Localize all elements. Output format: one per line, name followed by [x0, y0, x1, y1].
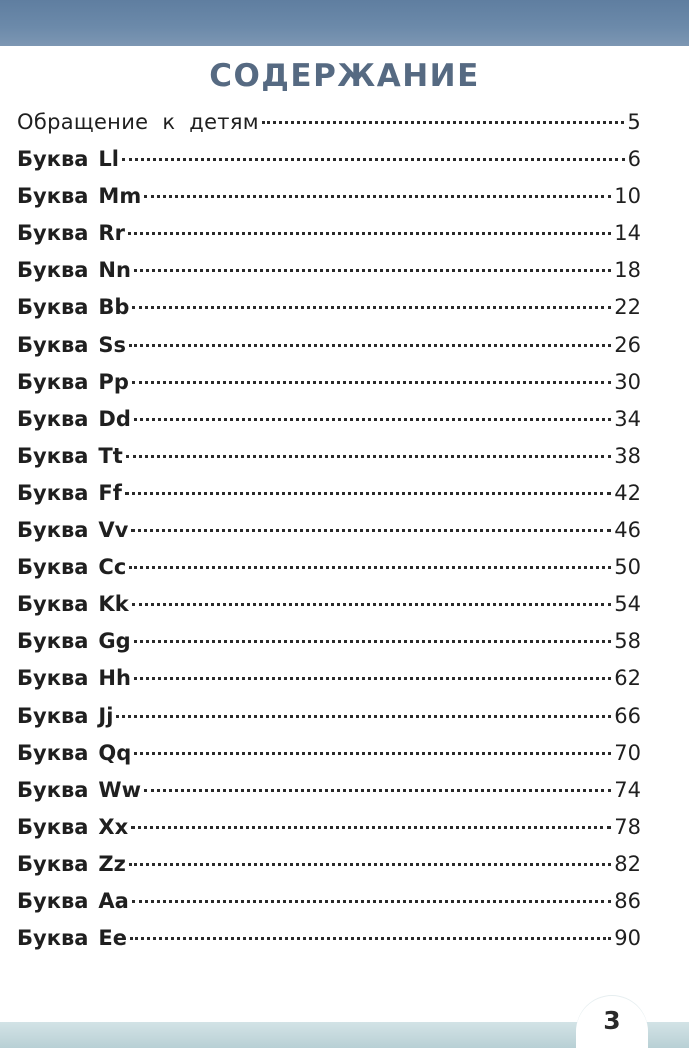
toc-entry-word: Буква	[17, 369, 89, 394]
toc-entry-word: Буква	[17, 443, 89, 468]
toc-entry-page: 78	[614, 814, 641, 839]
toc-entry-word: Буква	[17, 592, 89, 617]
toc-entry-label	[17, 512, 128, 549]
toc-entry-word: Буква	[17, 629, 89, 654]
dot-leader	[134, 269, 611, 272]
toc-entry-word: Буква	[17, 258, 89, 283]
toc-entry	[17, 141, 641, 178]
toc-entry-label	[17, 475, 122, 512]
toc-entry-letters: Ll	[98, 147, 120, 172]
toc-entry-page: 66	[614, 703, 641, 728]
toc-entry-page: 6	[627, 147, 641, 172]
toc-entry-word: Буква	[17, 666, 89, 691]
dot-leader	[116, 715, 611, 718]
toc-entry-label	[17, 846, 126, 883]
toc-entry	[17, 178, 641, 215]
toc-entry-page: 34	[614, 406, 641, 431]
dot-leader	[134, 418, 611, 421]
toc-entry-intro	[17, 104, 641, 141]
page-title: СОДЕРЖАНИЕ	[209, 58, 480, 94]
toc-entry-word: Буква	[17, 480, 89, 505]
toc-entry-word: Буква	[17, 851, 89, 876]
dot-leader	[129, 863, 611, 866]
toc-entry-letters: Kk	[98, 592, 129, 617]
toc-entry-letters: Zz	[98, 851, 126, 876]
toc-entry-word: Буква	[17, 147, 89, 172]
toc-entry-label	[17, 623, 131, 660]
toc-entry-letters: Xx	[98, 814, 129, 839]
toc-entry	[17, 215, 641, 252]
dot-leader	[134, 677, 611, 680]
dot-leader	[134, 752, 611, 755]
dot-leader	[129, 344, 611, 347]
toc-entry-label: Обращение к детям	[17, 110, 259, 134]
toc-entry-label	[17, 438, 123, 475]
toc-entry-word: Буква	[17, 888, 89, 913]
toc-entry-word: Буква	[17, 221, 89, 246]
toc-entry-word: Буква	[17, 814, 89, 839]
toc-entry-letters: Dd	[98, 406, 131, 431]
toc-entry-letters: Ee	[98, 926, 128, 951]
toc-entry-page: 86	[614, 888, 641, 913]
toc-entry	[17, 438, 641, 475]
top-color-band	[0, 0, 689, 46]
toc-entry	[17, 623, 641, 660]
toc-entry-letters: Tt	[98, 443, 123, 468]
toc-entry-letters: Gg	[98, 629, 131, 654]
toc-entry-label	[17, 252, 131, 289]
page-number: 3	[603, 1006, 621, 1035]
toc-entry	[17, 364, 641, 401]
toc-entry-page: 58	[614, 629, 641, 654]
toc-entry-letters: Ss	[98, 332, 127, 357]
toc-entry-word: Буква	[17, 184, 89, 209]
toc-entry	[17, 512, 641, 549]
toc-entry-page: 22	[614, 295, 641, 320]
dot-leader	[131, 826, 611, 829]
toc-entry-letters: Ff	[98, 480, 122, 505]
dot-leader	[134, 640, 612, 643]
toc-entry-page: 70	[614, 740, 641, 765]
toc-entry	[17, 735, 641, 772]
toc-entry	[17, 327, 641, 364]
dot-leader	[131, 529, 611, 532]
toc-entry-label	[17, 141, 119, 178]
toc-entry-letters: Jj	[98, 703, 114, 728]
toc-entry	[17, 698, 641, 735]
dot-leader	[144, 789, 611, 792]
toc-entry	[17, 772, 641, 809]
toc-entry-word: Буква	[17, 332, 89, 357]
toc-entry	[17, 883, 641, 920]
toc-entry	[17, 289, 641, 326]
toc-entry-label	[17, 809, 128, 846]
dot-leader	[125, 492, 611, 495]
toc-entry-page: 62	[614, 666, 641, 691]
toc-entry-page: 50	[614, 555, 641, 580]
toc-entry-page: 74	[614, 777, 641, 802]
toc-entry-word: Буква	[17, 295, 89, 320]
dot-leader	[126, 455, 611, 458]
dot-leader	[129, 566, 611, 569]
toc-entry-page: 54	[614, 592, 641, 617]
dot-leader	[144, 195, 611, 198]
toc-entry-word: Буква	[17, 777, 89, 802]
toc-entry-page: 90	[614, 926, 641, 951]
dot-leader	[262, 121, 624, 124]
toc-entry-letters: Ww	[98, 777, 141, 802]
toc-entry-label	[17, 401, 131, 438]
dot-leader	[132, 900, 611, 903]
toc-entry-label	[17, 289, 129, 326]
toc-entry-letters: Aa	[98, 888, 129, 913]
toc-entry-label	[17, 883, 129, 920]
toc-entry-page: 5	[627, 110, 641, 134]
toc-entry-letters: Qq	[98, 740, 132, 765]
toc-entry-letters: Bb	[98, 295, 130, 320]
toc-entry	[17, 252, 641, 289]
toc-entry-word: Буква	[17, 703, 89, 728]
toc-entry-label	[17, 549, 126, 586]
toc-entry-label	[17, 327, 126, 364]
toc-entry-page: 26	[614, 332, 641, 357]
toc-entry-label	[17, 660, 131, 697]
toc-entry	[17, 586, 641, 623]
toc-entry-page: 82	[614, 851, 641, 876]
toc-entry-label	[17, 735, 131, 772]
toc-entry-letters: Cc	[98, 555, 127, 580]
toc-entry	[17, 475, 641, 512]
toc-entry-label	[17, 772, 141, 809]
toc-entry-page: 14	[614, 221, 641, 246]
toc-entry-letters: Vv	[98, 518, 129, 543]
toc-entry-label	[17, 178, 141, 215]
toc-entry-letters: Rr	[98, 221, 125, 246]
toc-entry-word: Буква	[17, 406, 89, 431]
toc-entry-word: Буква	[17, 518, 89, 543]
toc-entry-label	[17, 698, 113, 735]
toc-entry-page: 18	[614, 258, 641, 283]
toc-entry	[17, 660, 641, 697]
toc-entry-page: 46	[614, 518, 641, 543]
toc-entry	[17, 401, 641, 438]
toc-entry-page: 10	[614, 184, 641, 209]
toc-entry	[17, 920, 641, 957]
toc-entry-letters: Nn	[98, 258, 131, 283]
toc-entry-label	[17, 586, 129, 623]
toc-entry-word: Буква	[17, 740, 89, 765]
toc-entry-page: 42	[614, 480, 641, 505]
toc-entry-word: Буква	[17, 926, 89, 951]
toc-entry-label	[17, 364, 129, 401]
table-of-contents	[17, 104, 641, 957]
toc-entry-label	[17, 920, 127, 957]
toc-entry-letters: Hh	[98, 666, 131, 691]
toc-entry-label	[17, 215, 125, 252]
dot-leader	[132, 306, 611, 309]
dot-leader	[132, 603, 612, 606]
dot-leader	[128, 232, 611, 235]
toc-entry	[17, 549, 641, 586]
toc-entry	[17, 809, 641, 846]
toc-entry-letters: Pp	[98, 369, 129, 394]
dot-leader	[130, 937, 611, 940]
toc-entry	[17, 846, 641, 883]
toc-entry-letters: Mm	[98, 184, 142, 209]
dot-leader	[132, 381, 611, 384]
toc-entry-page: 30	[614, 369, 641, 394]
dot-leader	[122, 158, 625, 161]
toc-entry-word: Буква	[17, 555, 89, 580]
toc-entry-page: 38	[614, 443, 641, 468]
